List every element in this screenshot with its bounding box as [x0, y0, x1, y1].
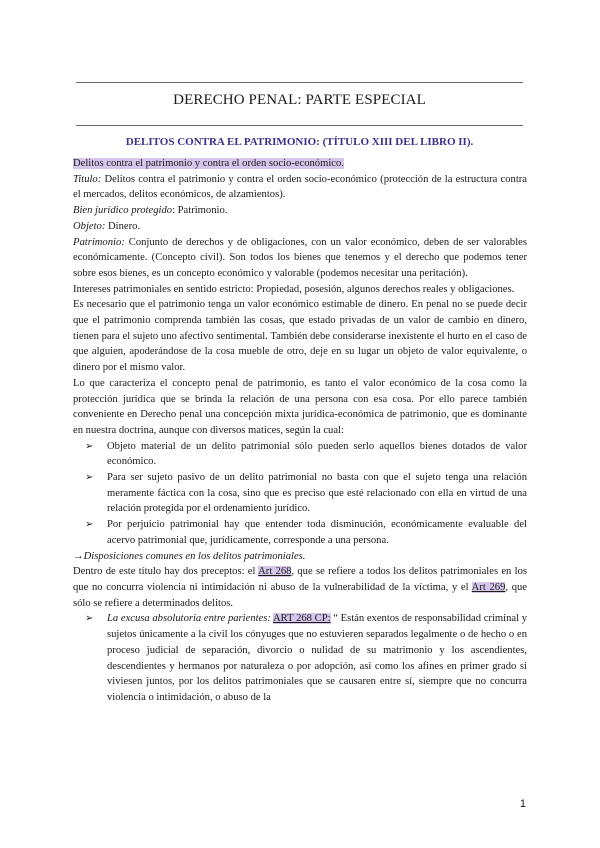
title-rule: [76, 125, 523, 126]
necesario-paragraph: Es necesario que el patrimonio tenga un valor económico estimable de dinero. En penal no se puede decir que el patrimonio comprenda también las cosas, que estado privadas de un valor de cambio en dinero, tienen para el sujeto uno afectivo sentimental. También debe considerarse inexistente el hurto en el caso de que alguien, apoderándose de la cosa mueble de otro, deje en su lugar un objeto de valor equivalente, o dinero por el mismo valor.: [73, 299, 527, 374]
titulo-paragraph: Titulo: Delitos contra el patrimonio y contra el orden socio-económico (protección de la estructura contra el mercados, delitos económicos, de alzamientos).: [73, 173, 527, 201]
art-268-link[interactable]: Art 268: [258, 566, 292, 578]
arrow-bullet-icon: ➢: [85, 519, 94, 531]
bien-juridico-paragraph: Bien jurídico protegido: Patrimonio.: [73, 205, 228, 217]
top-rule: [76, 82, 523, 83]
list-item: ➢ Para ser sujeto pasivo de un delito patrimonial no basta con que el sujeto tenga una relación meramente fáctica con la cosa, sino que es preciso que esté relacionado con ella en virtud de una relación protegida por el ordenamiento jurídico.: [85, 472, 527, 515]
list-item: ➢ Por perjuicio patrimonial hay que entender toda disminución, económicamente evaluable del acervo patrimonial que, jurídicamente, corresponde a una persona.: [85, 519, 527, 546]
page-title: DERECHO PENAL: PARTE ESPECIAL: [173, 92, 426, 108]
section-subtitle: DELITOS CONTRA EL PATRIMONIO: (TÍTULO XIII DEL LIBRO II).: [125, 136, 474, 148]
patrimonio-paragraph: Patrimonio: Conjunto de derechos y de obligaciones, con un valor económico, deben de ser valorables económicamente. (Concepto civil). Son todos los bienes que tenemos y el derecho que podemos tener sobre esos bienes, es un concepto económico y valorable (podemos necesitar una peritación).: [73, 236, 527, 279]
list-item: ➢ La excusa absolutoria entre parientes: ART 268 CP: “ Están exentos de responsabilidad criminal y sujetos únicamente a la civil los cónyuges que no estuvieren separados legalmente o de hecho o en proceso judicial de separación, divorcio o nulidad de su matrimonio y los ascendientes, descendientes y hermanos por naturaleza o por adopción, así como los afines en primer grado si viviesen juntos, por los delitos patrimoniales que se causaren entre sí, siempre que no concurra violencia o intimidación, o abuso de la: [85, 613, 527, 703]
dentro-paragraph: Dentro de este título hay dos preceptos: el Art 268, que se refiere a todos los delitos patrimoniales en los que no concurra violencia ni intimidación ni abuso de la vulnerabilidad de la víctima, y el Art 269, que sólo se refiere a determinados delitos.: [73, 566, 528, 609]
disposiciones-heading: →Disposiciones comunes en los delitos patrimoniales.: [73, 550, 306, 562]
arrow-bullet-icon: ➢: [85, 440, 94, 452]
list-item: ➢ Objeto material de un delito patrimonial sólo pueden serlo aquellos bienes dotados de valor económico.: [85, 440, 527, 468]
art-269-link[interactable]: Art 269: [471, 581, 506, 593]
section-heading: Delitos contra el patrimonio y contra el orden socio-económico.: [73, 158, 344, 169]
page-number: 1: [519, 798, 526, 810]
document-body: [73, 156, 527, 706]
criteria-list: [73, 439, 527, 549]
objeto-paragraph: Objeto: Dinero.: [73, 220, 141, 232]
intereses-paragraph: Intereses patrimoniales en sentido estricto: Propiedad, posesión, algunos derechos reales y obligaciones.: [73, 283, 515, 295]
arrow-bullet-icon: ➢: [85, 472, 94, 484]
art-268-cp-link[interactable]: ART 268 CP:: [273, 613, 331, 625]
caracteriza-paragraph: Lo que caracteriza el concepto penal de patrimonio, es tanto el valor económico de la cosa como la protección jurídica que se brinda la relación de una persona con esa cosa. Por ello parece también conveniente en Derecho penal una concepción mixta jurídica-económica de patrimonio, que es dominante en nuestra doctrina, aunque con diversos matices, según la cual:: [73, 377, 527, 436]
arrow-bullet-icon: ➢: [85, 613, 94, 625]
excusa-list: [73, 611, 527, 705]
